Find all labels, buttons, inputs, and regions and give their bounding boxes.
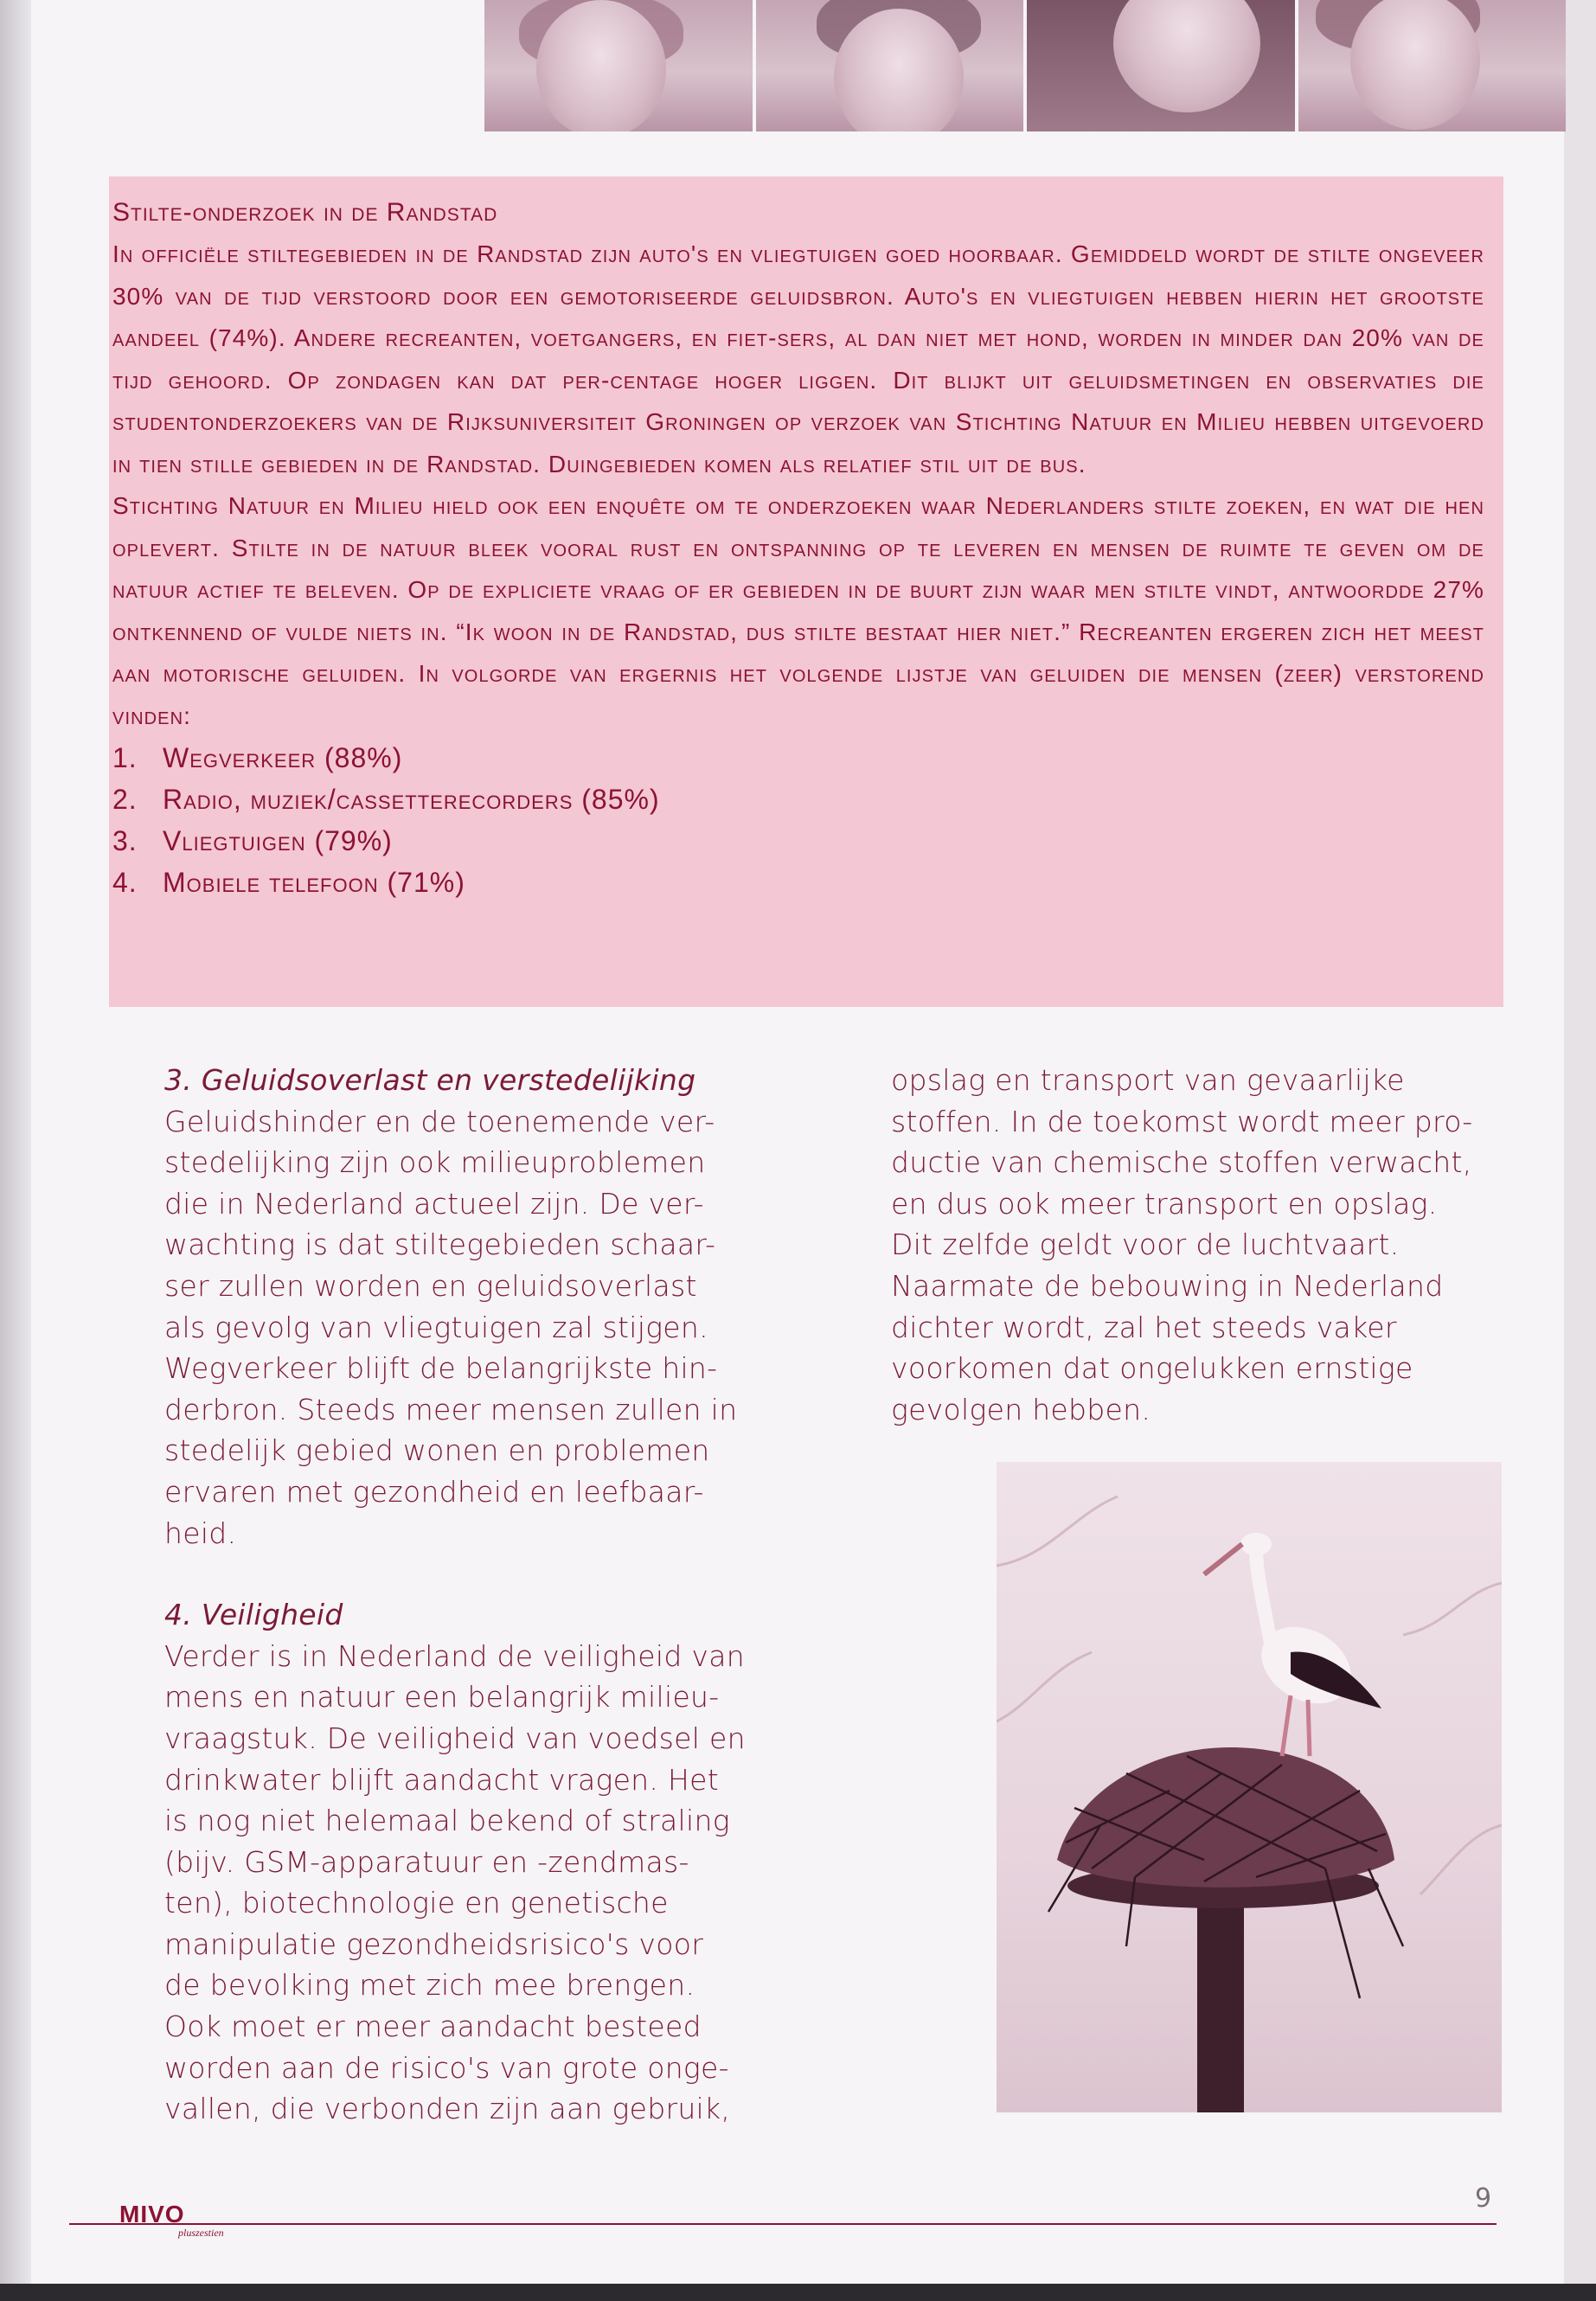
text-line: als gevolg van vliegtuigen zal stijgen.: [164, 1310, 708, 1344]
mivo-logo-subtitle: pluszestien: [178, 2227, 224, 2239]
text-line: Geluidshinder en de toenemende ver-: [164, 1104, 715, 1138]
text-line: derbron. Steeds meer mensen zullen in: [164, 1392, 738, 1426]
text-line: die in Nederland actueel zijn. De ver-: [164, 1186, 704, 1221]
text-line: stoffen. In de toekomst wordt meer pro-: [891, 1104, 1473, 1138]
right-text-column: [891, 1060, 1514, 1430]
list-item: 2. Radio, muziek/cassetterecorders (85%): [112, 784, 660, 815]
info-box-paragraph-2: Stichting Natuur en Milieu hield ook een enquête om te onderzoeken waar Nederlanders stilte zoeken, en wat die hen oplevert. Stilte in de natuur bleek vooral rust en ontspanning op te leveren en mensen de ruimte te geven om de natuur actief te beleven. Op de expliciete vraag of er gebieden in de buurt zijn waar men stilte vindt, antwoordde 27% ontkennend of vulde niets in. “Ik woon in de Randstad, dus stilte bestaat hier niet.” Recreanten ergeren zich het meest aan motorische geluiden. In volgorde van ergernis het volgende lijstje van geluiden die mensen (zeer) verstorend vinden:: [112, 492, 1484, 729]
text-line: voorkomen dat ongelukken ernstige: [891, 1351, 1413, 1386]
page-bottom-edge: [0, 2284, 1596, 2301]
text-line: Wegverkeer blijft de belangrijkste hin-: [164, 1351, 718, 1386]
info-box-title: Stilte-onderzoek in de Randstad: [112, 198, 498, 227]
text-line: is nog niet helemaal bekend of straling: [164, 1804, 730, 1838]
text-line: Naarmate de bebouwing in Nederland: [891, 1268, 1444, 1303]
text-line: de bevolking met zich mee brengen.: [164, 1968, 695, 2003]
text-line: ten), biotechnologie en genetische: [164, 1886, 669, 1920]
text-line: dichter wordt, zal het steeds vaker: [891, 1310, 1397, 1344]
header-photo-4: [1298, 0, 1567, 131]
page-number: 9: [1475, 2183, 1492, 2214]
list-item: 4. Mobiele telefoon (71%): [112, 867, 465, 898]
list-item: 3. Vliegtuigen (79%): [112, 825, 393, 856]
info-box-paragraph-1: In officiële stiltegebieden in de Randstad zijn auto's en vliegtuigen goed hoorbaar. Gemiddeld wordt de stilte ongeveer 30% van de tijd verstoord door een gemotoriseerde geluidsbron. Auto's en vliegtuigen hebben hierin het grootste aandeel (74%). Andere recreanten, voetgangers, en fiet-sers, al dan niet met hond, worden in minder dan 20% van de tijd gehoord. Op zondagen kan dat per-centage hoger liggen. Dit blijkt uit geluidsmetingen en observaties die studentonderzoekers van de Rijksuniversiteit Groningen op verzoek van Stichting Natuur en Milieu hebben uitgevoerd in tien stille gebieden in de Randstad. Duingebieden komen als relatief stil uit de bus.: [112, 240, 1484, 478]
text-line: ductie van chemische stoffen verwacht,: [891, 1145, 1472, 1180]
left-text-column: [164, 1060, 787, 2130]
text-line: vallen, die verbonden zijn aan gebruik,: [164, 2092, 731, 2126]
text-line: stedelijking zijn ook milieuproblemen: [164, 1145, 706, 1180]
text-line: ser zullen worden en geluidsoverlast: [164, 1268, 697, 1303]
text-line: manipulatie gezondheidsrisico's voor: [164, 1926, 704, 1961]
stork-nest-photo: [997, 1462, 1502, 2112]
text-line: Dit zelfde geldt voor de luchtvaart.: [891, 1227, 1400, 1262]
text-line: en dus ook meer transport en opslag.: [891, 1186, 1438, 1221]
section-heading-noise: 3. Geluidsoverlast en verstedelijking: [164, 1063, 696, 1097]
text-line: ervaren met gezondheid en leefbaar-: [164, 1474, 704, 1509]
text-line: (bijv. GSM-apparatuur en -zendmas-: [164, 1844, 689, 1879]
header-photo-1: [484, 0, 753, 131]
header-photo-3: [1027, 0, 1295, 131]
info-box-silence-research: [109, 176, 1503, 1007]
text-line: vraagstuk. De veiligheid van voedsel en: [164, 1721, 746, 1755]
text-line: heid.: [164, 1516, 237, 1550]
header-photo-strip: [484, 0, 1566, 131]
stork-illustration: [997, 1462, 1502, 2112]
list-item: 1. Wegverkeer (88%): [112, 742, 403, 773]
page-gutter-shadow: [0, 0, 31, 2301]
text-line: Ook moet er meer aandacht besteed: [164, 2009, 702, 2044]
noise-ranking-list: [112, 737, 1484, 903]
text-line: gevolgen hebben.: [891, 1392, 1151, 1426]
text-line: drinkwater blijft aandacht vragen. Het: [164, 1762, 719, 1797]
footer-rule: [69, 2223, 1497, 2225]
text-line: worden aan de risico's van grote onge-: [164, 2050, 729, 2085]
text-line: stedelijk gebied wonen en problemen: [164, 1433, 710, 1468]
text-line: mens en natuur een belangrijk milieu-: [164, 1680, 720, 1715]
text-line: wachting is dat stiltegebieden schaar-: [164, 1227, 716, 1262]
header-photo-2: [756, 0, 1024, 131]
mivo-logo: MIVO: [119, 2201, 185, 2227]
text-line: opslag en transport van gevaarlijke: [891, 1063, 1405, 1097]
section-heading-safety: 4. Veiligheid: [164, 1598, 343, 1632]
text-line: Verder is in Nederland de veiligheid van: [164, 1638, 745, 1673]
